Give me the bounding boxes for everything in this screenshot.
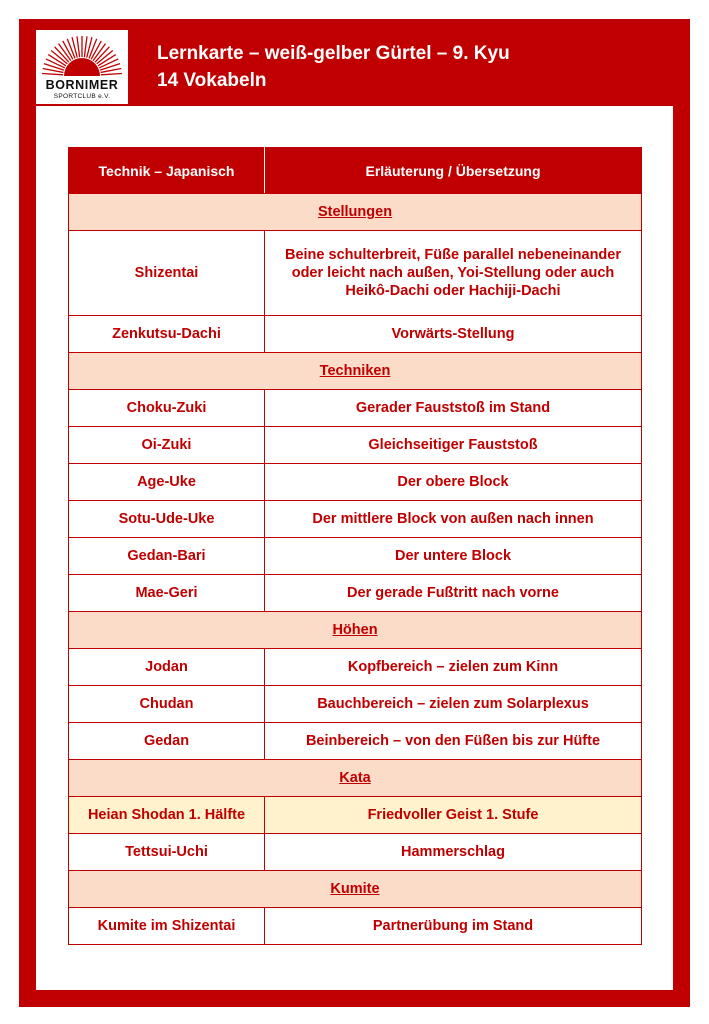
term-japanese: Choku-Zuki (69, 390, 265, 427)
logo-name: BORNIMER (45, 78, 119, 92)
term-translation: Beine schulterbreit, Füße parallel nebeneinander oder leicht nach außen, Yoi-Stellung oder auch Heikô-Dachi oder Hachiji-Dachi (265, 231, 642, 316)
section-title: Kata (69, 760, 642, 797)
table-row (69, 686, 642, 723)
logo-ray (77, 36, 80, 57)
table-row (69, 316, 642, 353)
logo-ray (42, 73, 63, 74)
table-row (69, 649, 642, 686)
section-title: Kumite (69, 871, 642, 908)
title-line-1: Lernkarte – weiß-gelber Gürtel – 9. Kyu (157, 43, 510, 64)
term-translation: Gleichseitiger Fauststoß (265, 427, 642, 464)
column-header-translation: Erläuterung / Übersetzung (265, 148, 642, 194)
term-japanese: Gedan (69, 723, 265, 760)
term-japanese: Kumite im Shizentai (69, 908, 265, 945)
logo-ray (84, 36, 87, 57)
table-row (69, 908, 642, 945)
term-japanese: Shizentai (69, 231, 265, 316)
term-translation: Der obere Block (265, 464, 642, 501)
logo-ray (101, 73, 122, 74)
term-japanese: Chudan (69, 686, 265, 723)
term-translation: Der gerade Fußtritt nach vorne (265, 575, 642, 612)
section-title: Stellungen (69, 194, 642, 231)
term-japanese: Sotu-Ude-Uke (69, 501, 265, 538)
table-header-row (69, 148, 642, 194)
section-row-kumite (69, 871, 642, 908)
section-row-kata (69, 760, 642, 797)
term-japanese: Age-Uke (69, 464, 265, 501)
term-japanese: Jodan (69, 649, 265, 686)
term-translation: Hammerschlag (265, 834, 642, 871)
column-header-japanese: Technik – Japanisch (69, 148, 265, 194)
section-row-techniken (69, 353, 642, 390)
table-row (69, 575, 642, 612)
term-japanese: Zenkutsu-Dachi (69, 316, 265, 353)
card-title (157, 40, 510, 94)
section-row-hoehen (69, 612, 642, 649)
term-translation: Bauchbereich – zielen zum Solarplexus (265, 686, 642, 723)
term-japanese: Heian Shodan 1. Hälfte (69, 797, 265, 834)
section-row-stellungen (69, 194, 642, 231)
table-row (69, 464, 642, 501)
term-translation: Der mittlere Block von außen nach innen (265, 501, 642, 538)
term-translation: Gerader Fauststoß im Stand (265, 390, 642, 427)
title-line-2: 14 Vokabeln (157, 70, 267, 91)
table-row (69, 231, 642, 316)
term-translation: Kopfbereich – zielen zum Kinn (265, 649, 642, 686)
table-row (69, 427, 642, 464)
term-japanese: Tettsui-Uchi (69, 834, 265, 871)
term-japanese: Oi-Zuki (69, 427, 265, 464)
vocabulary-table (68, 147, 642, 945)
table-row (69, 390, 642, 427)
section-title: Höhen (69, 612, 642, 649)
table-row (69, 834, 642, 871)
term-translation: Beinbereich – von den Füßen bis zur Hüfte (265, 723, 642, 760)
table-row (69, 501, 642, 538)
term-translation: Vorwärts-Stellung (265, 316, 642, 353)
logo-subtitle: SPORTCLUB e.V. (53, 93, 111, 100)
term-japanese: Gedan-Bari (69, 538, 265, 575)
section-title: Techniken (69, 353, 642, 390)
club-logo (36, 30, 128, 104)
term-translation: Partnerübung im Stand (265, 908, 642, 945)
table-row (69, 538, 642, 575)
table-row (69, 723, 642, 760)
term-translation: Friedvoller Geist 1. Stufe (265, 797, 642, 834)
table-row (69, 797, 642, 834)
term-translation: Der untere Block (265, 538, 642, 575)
term-japanese: Mae-Geri (69, 575, 265, 612)
